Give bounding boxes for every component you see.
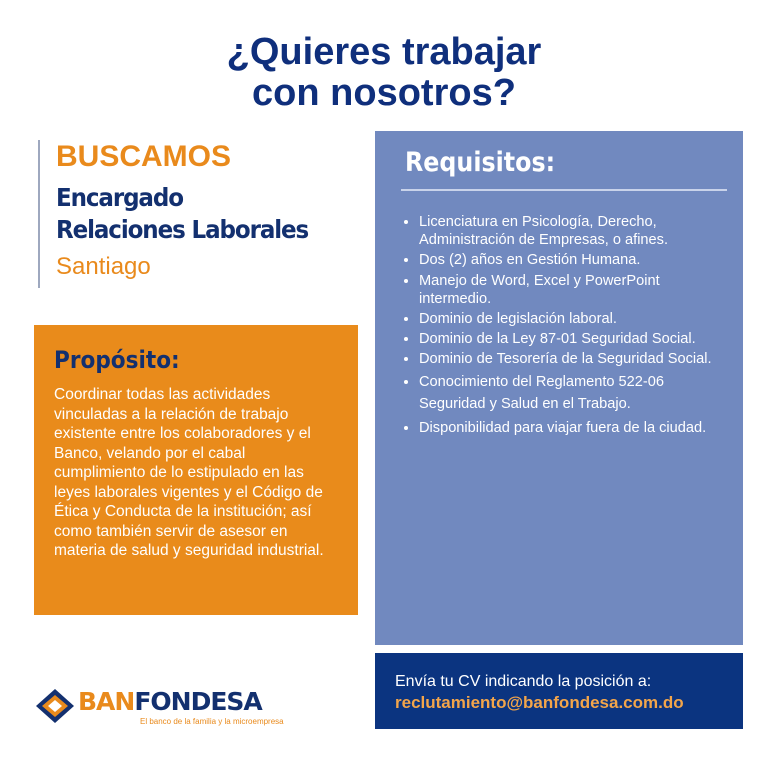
apply-email-link[interactable]: reclutamiento@banfondesa.com.do [395, 693, 684, 712]
requirement-item: • Dominio de Tesorería de la Seguridad Social. [419, 350, 731, 368]
logo-wordmark-fondesa: FONDESA [134, 687, 262, 716]
requirement-item: • Manejo de Word, Excel y PowerPoint intermedio. [419, 272, 731, 308]
logo-tagline: El banco de la familia y la microempresa [140, 717, 284, 726]
requirements-panel [375, 131, 743, 645]
logo-wordmark [78, 687, 262, 717]
purpose-title: Propósito: [54, 346, 180, 374]
requirement-item: • Dos (2) años en Gestión Humana. [419, 251, 731, 269]
job-title-line-1: Encargado [56, 183, 183, 212]
job-summary [38, 140, 358, 288]
logo-wordmark-ban: BAN [78, 687, 135, 716]
buscamos-label: BUSCAMOS [56, 140, 232, 173]
job-title [56, 182, 334, 246]
requirements-divider [401, 189, 727, 191]
headline [0, 32, 768, 114]
requirement-item: • Dominio de la Ley 87-01 Seguridad Social. [419, 330, 731, 348]
banfondesa-logo [36, 687, 284, 731]
apply-banner [375, 653, 743, 729]
purpose-text: Coordinar todas las actividades vinculadas a la relación de trabajo existente entre los colaboradores y el Banco, velando por el cabal cumplimiento de lo estipulado en las leyes laborales vigentes y el Código de Ética y Conducta de la institución; así como también servir de asesor en materia de salud y seguridad industrial. [54, 386, 324, 559]
apply-instruction: Envía tu CV indicando la posición a: [395, 673, 652, 690]
logo-diamond-icon [36, 689, 74, 723]
requirement-item: • Disponibilidad para viajar fuera de la ciudad. [419, 417, 731, 439]
job-title-line-2: Relaciones Laborales [56, 215, 309, 244]
requirement-item: • Dominio de legislación laboral. [419, 310, 731, 328]
requirement-item: • Licenciatura en Psicología, Derecho, Administración de Empresas, o afines. [419, 213, 731, 249]
requirement-item: • Conocimiento del Reglamento 522-06 Seguridad y Salud en el Trabajo. [419, 371, 731, 415]
headline-line-1: ¿Quieres trabajar [226, 31, 542, 73]
requirements-list [405, 213, 731, 439]
purpose-panel [34, 325, 358, 615]
job-location: Santiago [56, 253, 151, 280]
headline-line-2: con nosotros? [252, 72, 516, 114]
requirements-title: Requisitos: [405, 147, 556, 178]
